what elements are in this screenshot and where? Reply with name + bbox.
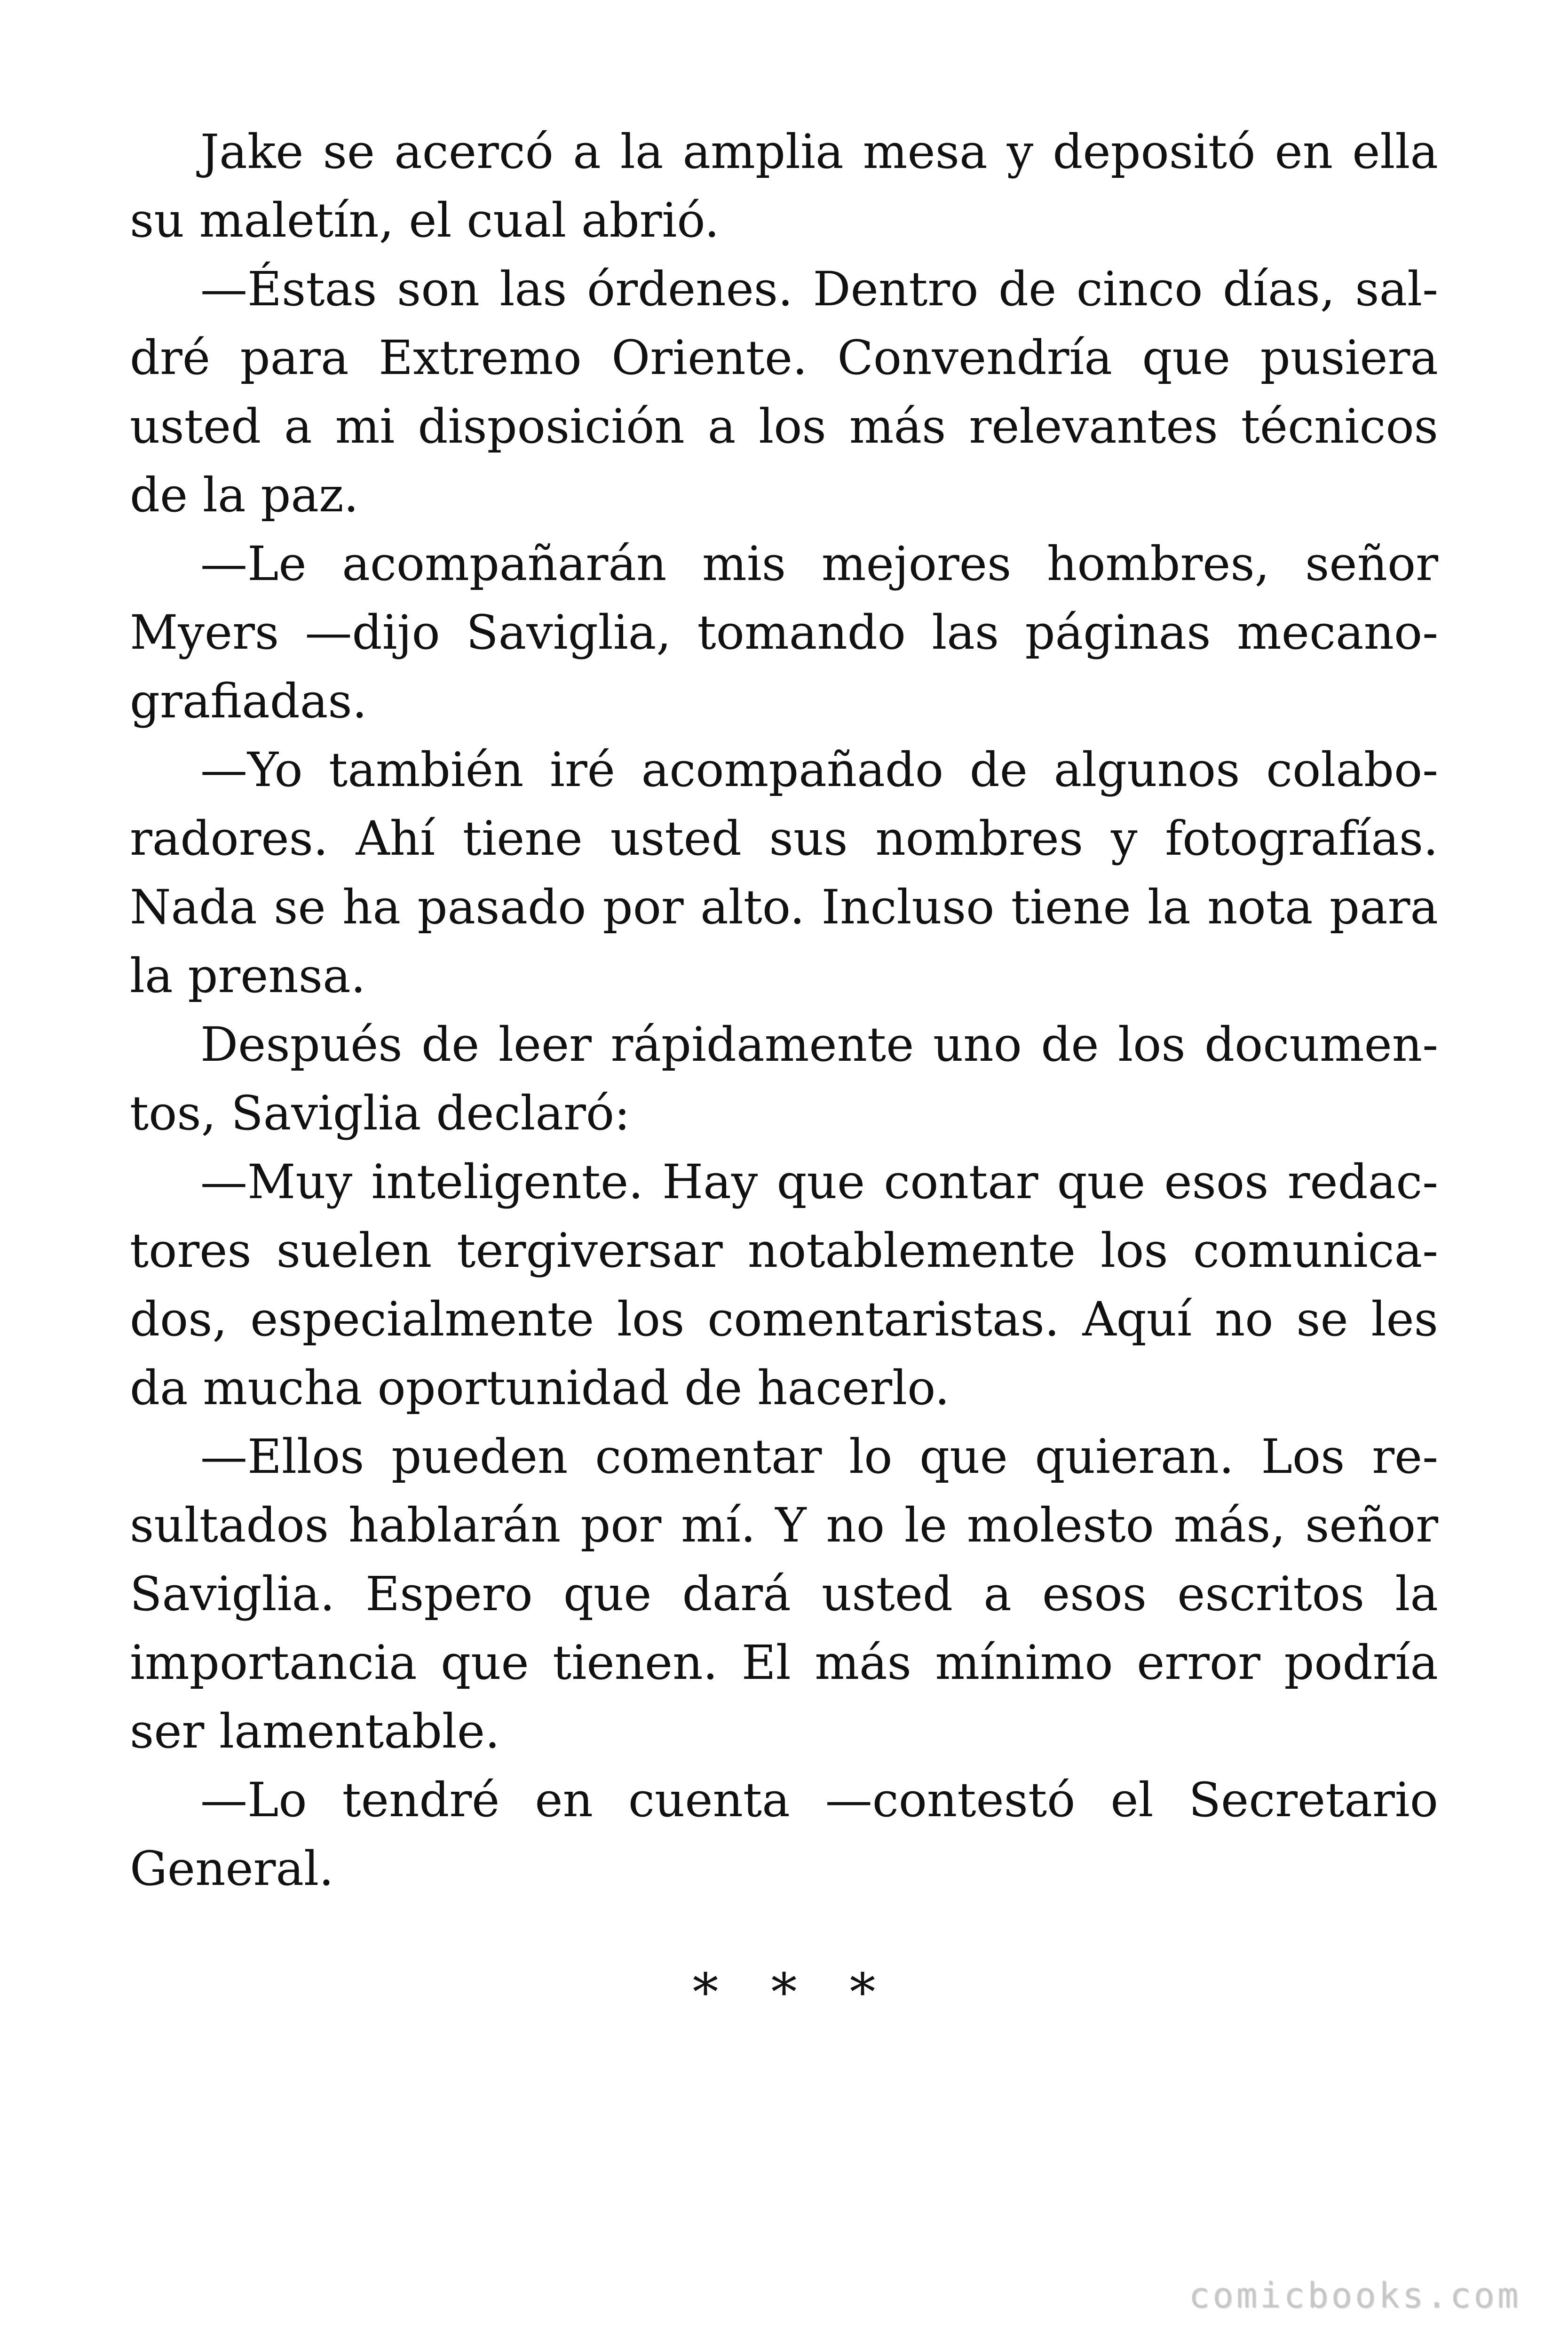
paragraph-2: —Éstas son las órdenes. Dentro de cinco días, saldré para Extremo Oriente. Convendría que pusiera usted a mi disposición a los más relevantes técnicos de la paz. xyxy=(130,262,1438,523)
paragraph-8: —Lo tendré en cuenta —contestó el Secretario General. xyxy=(130,1772,1438,1896)
paragraph-3: —Le acompañarán mis mejores hombres, señor Myers —dijo Saviglia, tomando las páginas mecanografiadas. xyxy=(130,536,1438,729)
scene-break: * * * xyxy=(692,1962,894,2022)
watermark: comicbooks.com xyxy=(1188,2275,1521,2316)
paragraph-1: Jake se acercó a la amplia mesa y depositó en ella su maletín, el cual abrió. xyxy=(130,124,1438,248)
paragraph-4: —Yo también iré acompañado de algunos colaboradores. Ahí tiene usted sus nombres y fotografías. Nada se ha pasado por alto. Incluso tiene la nota para la prensa. xyxy=(130,742,1438,1003)
paragraph-6: —Muy inteligente. Hay que contar que esos redactores suelen tergiversar notablemente los comunicados, especialmente los comentaristas. Aquí no se les da mucha oportunidad de hacerlo. xyxy=(130,1154,1438,1415)
paragraph-7: —Ellos pueden comentar lo que quieran. Los resultados hablarán por mí. Y no le molesto más, señor Saviglia. Espero que dará usted a esos escritos la importancia que tienen. El más mínimo error podría ser lamentable. xyxy=(130,1429,1438,1759)
text-column xyxy=(130,118,1438,1903)
paragraph-5: Después de leer rápidamente uno de los documentos, Saviglia declaró: xyxy=(130,1017,1438,1141)
